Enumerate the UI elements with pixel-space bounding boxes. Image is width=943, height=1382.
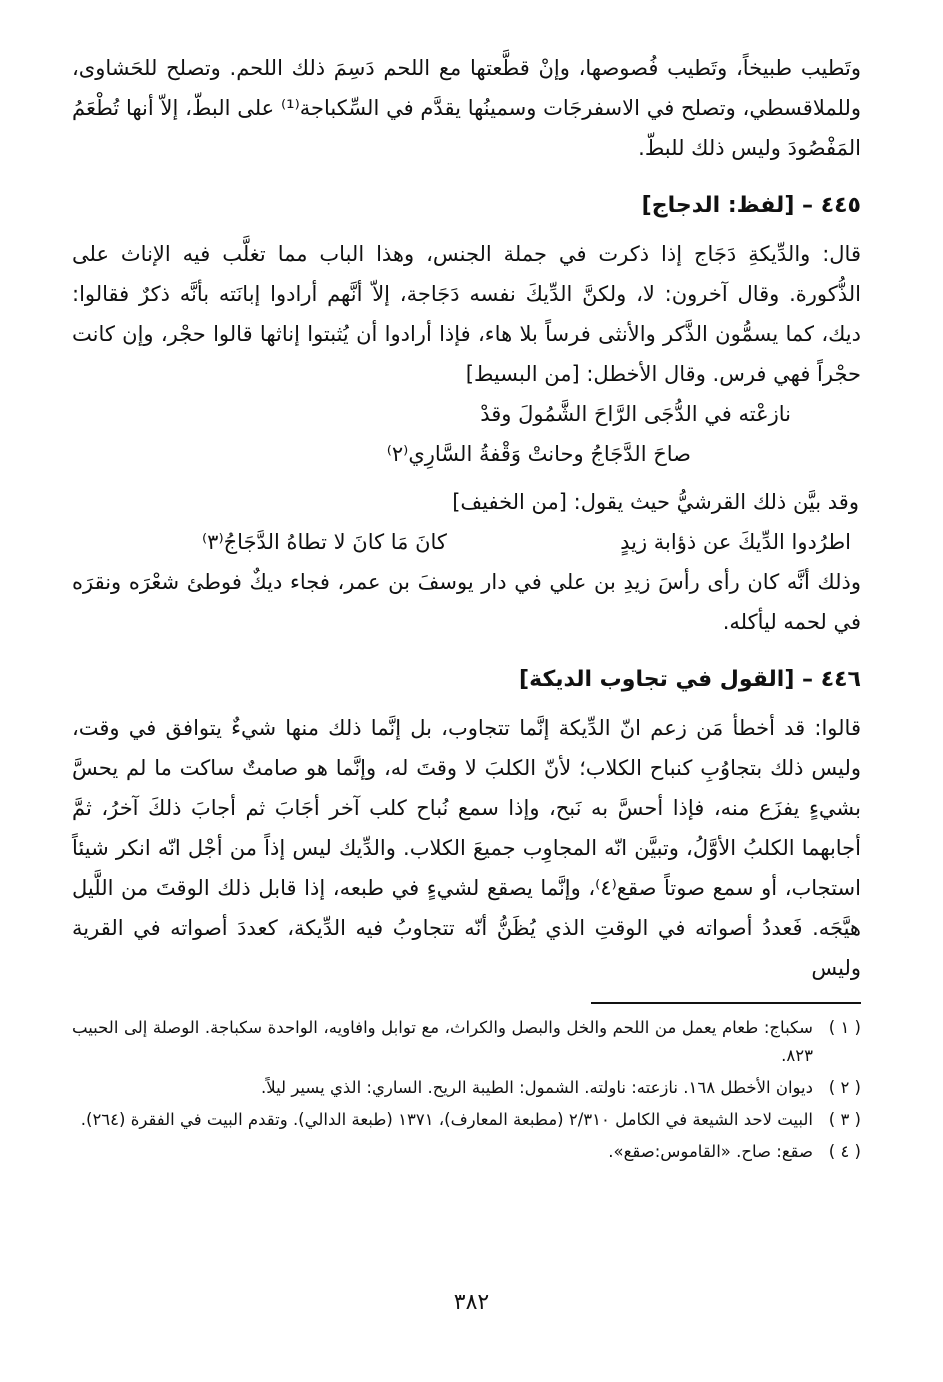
- footnote-number: ( ٤ ): [828, 1142, 861, 1161]
- footnotes: [72, 1014, 861, 1166]
- footnote-item: [72, 1138, 861, 1166]
- footnote-number: ( ١ ): [828, 1018, 861, 1037]
- footnote-item: [72, 1014, 861, 1070]
- footnote-item: [72, 1106, 861, 1134]
- section-445-closing: وذلك أنَّه كان رأى رأسَ زيدِ بن علي في دار يوسفَ بن عمر، فجاء ديكٌ فوطئ شعْرَه ونقرَه في لحمه ليأكله.: [72, 570, 861, 634]
- book-page: [72, 48, 861, 1170]
- couplet-first-hemistich: اطرُدوا الدِّيكَ عن ذؤابة زيدٍ: [620, 530, 851, 554]
- footnote-divider: [591, 1002, 861, 1004]
- page-number: ٣٨٢: [453, 1290, 490, 1315]
- footnote-text: سكباج: طعام يعمل من اللحم والخل والبصل والكراث، مع توابل وافاويه، الواحدة سكباجة. الوصلة إلى الحبيب ٨٢٣.: [72, 1018, 813, 1065]
- footnote-text: ديوان الأخطل ١٦٨. نازعته: ناولته. الشمول: الطيبة الريح. الساري: الذي يسير ليلاً.: [260, 1078, 813, 1097]
- verse-line-2: صاحَ الدَّجَاجُ وحانتْ وَقْفةُ السَّارِي⁽٢⁾: [386, 442, 691, 466]
- section-446-heading: ٤٤٦ – [القول في تجاوب الديكة]: [519, 667, 861, 692]
- footnote-text: صقع: صاح. «القاموس:صقع».: [608, 1142, 813, 1161]
- couplet: [72, 522, 861, 562]
- verse-line-1: نازعْته في الدُّجَى الرَّاحَ الشَّمُولَ وقدْ: [480, 402, 791, 426]
- couplet-intro: وقد بيَّن ذلك القرشيُّ حيث يقول: [من الخفيف]: [452, 490, 859, 514]
- footnote-number: ( ٢ ): [828, 1078, 861, 1097]
- intro-paragraph: وتَطيب طبيخاً، وتَطيب فُصوصها، وإنْ قطَّعتها مع اللحم دَسِمَ ذلك اللحم. وتصلح للحَشاوى، وللملاقسطي، وتصلح في الاسفرجَات وسمينُها يقدَّم في السِّكباجة⁽¹⁾ على البطّ، إلاّ أنها تُطْعَمُ المَفْصُودَ وليس ذلك للبطّ.: [72, 56, 861, 160]
- section-446-paragraph: قالوا: قد أخطأ مَن زعم انّ الدِّيكة إنَّما تتجاوب، بل إنَّما ذلك منها شيءٌ يتوافق في وقت، وليس ذلك بتجاوُبِ كنباح الكلاب؛ لأنّ الكلبَ لا وقتَ له، وإنَّما هو صامتٌ ساكت ما لم يحسَّ بشيءٍ يفزَع منه، فإذا أحسَّ به نَبح، وإذا سمع نُباح كلب آخر أجَابَ ثم أجابَ ذلكَ آخرُ، ثمَّ أجابهما الكلبُ الأوَّلُ، وتبيَّن انّه المجاوِب جميعَ الكلاب. والدِّيك ليس إذاً من أجْل انّه انكر شيئاً استجاب، أو سمع صوتاً صقع⁽٤⁾، وإنَّما يصقع لشيءٍ في طبعه، إذا قابل ذلك الوقتَ من اللَّيل هيَّجَه. فَعددُ أصواته في الوقتِ الذي يُظَنُّ أنّه تتجاوبُ فيه الدِّيكة، كعددَ أصواته في القرية وليس: [72, 716, 861, 980]
- section-445-paragraph: قال: والدِّيكةِ دَجَاج إذا ذكرت في جملة الجنس، وهذا الباب مما تغلَّب فيه الإناث على الذُّكورة. وقال آخرون: لا، ولكنَّ الدِّيكَ نفسه دَجَاجة، إلاّ أنَّهم أرادوا إبانَته بأنَّه ذكرٌ فقالوا: ديك، كما يسمُّون الذَّكر والأنثى فرساً بلا هاء، فإذا أرادوا أن يُثبتوا إناثها قالوا حجْر، وإن كانت حجْراً فهي فرس. وقال الأخطل: [من البسيط]: [72, 242, 861, 386]
- couplet-second-hemistich: كانَ مَا كانَ لا تطاهُ الدَّجَاجُ⁽٣⁾: [202, 530, 447, 554]
- footnote-text: البيت لاحد الشيعة في الكامل ٢/٣١٠ (مطبعة المعارف)، ١٣٧١ (طبعة الدالي). وتقدم البيت في الفقرة (٢٦٤).: [80, 1110, 813, 1129]
- footnote-item: [72, 1074, 861, 1102]
- section-445-heading: ٤٤٥ – [لفظ: الدجاج]: [641, 193, 861, 218]
- footnote-number: ( ٣ ): [828, 1110, 861, 1129]
